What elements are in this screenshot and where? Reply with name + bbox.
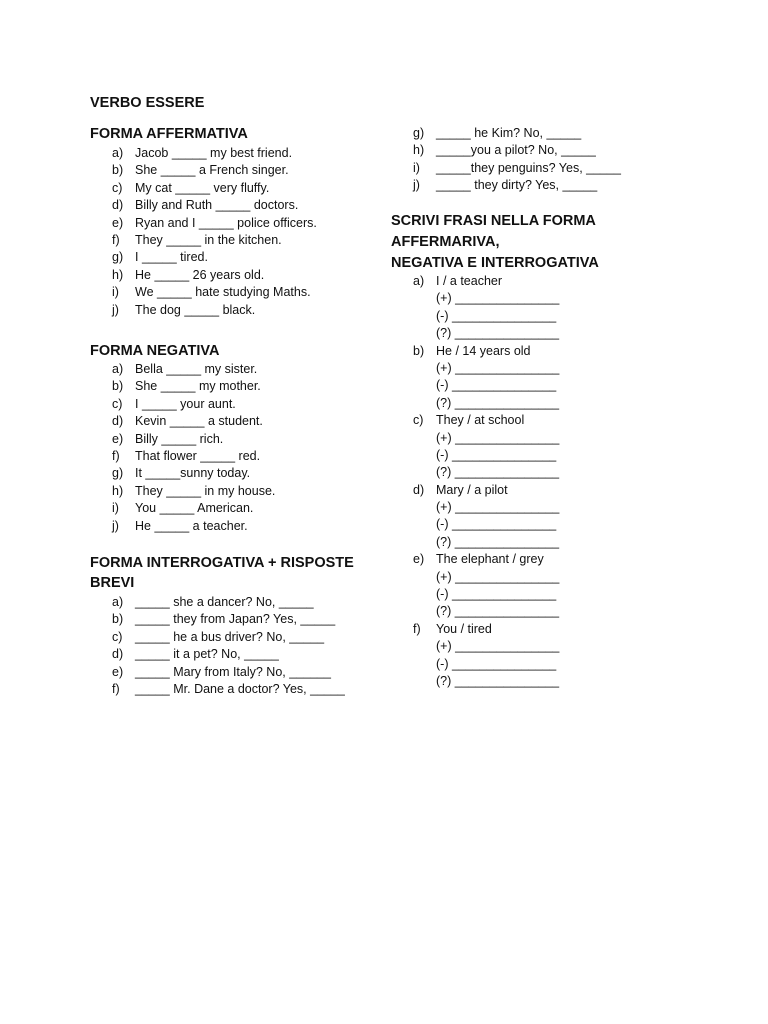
list-item: i) You _____ American. — [112, 501, 254, 516]
list-item: f) They _____ in the kitchen. — [112, 232, 282, 247]
list-item: h) _____you a pilot? No, _____ — [413, 143, 596, 158]
section-title-affermativa: FORMA AFFERMATIVA — [90, 126, 248, 142]
section-title-interrogativa: FORMA INTERROGATIVA + RISPOSTE BREVI — [90, 555, 354, 591]
list-item: j) _____ they dirty? Yes, _____ — [413, 178, 598, 193]
list-item: g) It _____sunny today. — [112, 466, 251, 481]
negative-line: (-) _______________ — [436, 447, 557, 462]
list-item: i) _____they penguins? Yes, _____ — [413, 160, 621, 175]
list-item: a) Jacob _____ my best friend. — [112, 146, 293, 160]
affirmative-line: (+) _______________ — [436, 360, 560, 375]
question-line: (?) _______________ — [436, 604, 560, 619]
list-item: j) The dog _____ black. — [112, 302, 256, 317]
interrogativa-list-continued — [391, 125, 691, 195]
list-item: b) She _____ my mother. — [112, 379, 261, 394]
affirmative-line: (+) _______________ — [436, 430, 560, 445]
list-item: e) Ryan and I _____ police officers. — [112, 215, 317, 230]
affirmative-line: (+) _______________ — [436, 569, 560, 584]
list-item: h) They _____ in my house. — [112, 483, 276, 498]
list-item: d) Mary / a pilot — [413, 482, 508, 497]
section-title-frasi: SCRIVI FRASI NELLA FORMA AFFERMARIVA, NEGATIVA E INTERROGATIVA — [391, 213, 599, 271]
list-item: c) I _____ your aunt. — [112, 396, 236, 411]
list-item: d) Billy and Ruth _____ doctors. — [112, 198, 299, 213]
section-affermativa — [90, 124, 390, 319]
list-item: a) Bella _____ my sister. — [112, 362, 258, 376]
frasi-list — [391, 273, 691, 690]
question-line: (?) _______________ — [436, 326, 560, 341]
list-item: b) He / 14 years old — [413, 343, 531, 358]
list-item: c) My cat _____ very fluffy. — [112, 180, 270, 195]
list-item: a) I / a teacher — [413, 274, 503, 288]
list-item: d) _____ it a pet? No, _____ — [112, 647, 279, 662]
list-item: e) The elephant / grey — [413, 552, 544, 567]
negative-line: (-) _______________ — [436, 378, 557, 393]
question-line: (?) _______________ — [436, 395, 560, 410]
section-title-negativa: FORMA NEGATIVA — [90, 343, 220, 359]
section-negativa — [90, 341, 390, 535]
affirmative-line: (+) _______________ — [436, 291, 560, 306]
list-item: j) He _____ a teacher. — [112, 518, 248, 533]
list-item: i) We _____ hate studying Maths. — [112, 285, 311, 300]
list-item: b) _____ they from Japan? Yes, _____ — [112, 612, 336, 627]
list-item: b) She _____ a French singer. — [112, 163, 289, 178]
negative-line: (-) _______________ — [436, 308, 557, 323]
document-title: VERBO ESSERE — [90, 95, 205, 111]
negativa-list — [90, 361, 390, 535]
list-item: f) _____ Mr. Dane a doctor? Yes, _____ — [112, 681, 345, 696]
list-item: f) You / tired — [413, 621, 492, 636]
section-frasi — [391, 211, 691, 690]
list-item: h) He _____ 26 years old. — [112, 267, 265, 282]
list-item: c) _____ he a bus driver? No, _____ — [112, 629, 325, 644]
question-line: (?) _______________ — [436, 465, 560, 480]
list-item: g) I _____ tired. — [112, 250, 208, 265]
list-item: e) Billy _____ rich. — [112, 431, 224, 446]
affirmative-line: (+) _______________ — [436, 639, 560, 654]
negative-line: (-) _______________ — [436, 517, 557, 532]
affermativa-list — [90, 145, 390, 319]
affirmative-line: (+) _______________ — [436, 500, 560, 515]
list-item: a) _____ she a dancer? No, _____ — [112, 595, 314, 609]
section-interrogativa — [90, 553, 390, 698]
negative-line: (-) _______________ — [436, 656, 557, 671]
list-item: d) Kevin _____ a student. — [112, 414, 263, 429]
list-item: g) _____ he Kim? No, _____ — [413, 126, 582, 140]
negative-line: (-) _______________ — [436, 587, 557, 602]
list-item: c) They / at school — [413, 413, 525, 428]
list-item: e) _____ Mary from Italy? No, ______ — [112, 664, 331, 679]
interrogativa-list — [90, 594, 390, 698]
question-line: (?) _______________ — [436, 534, 560, 549]
question-line: (?) _______________ — [436, 673, 560, 688]
list-item: f) That flower _____ red. — [112, 448, 261, 463]
